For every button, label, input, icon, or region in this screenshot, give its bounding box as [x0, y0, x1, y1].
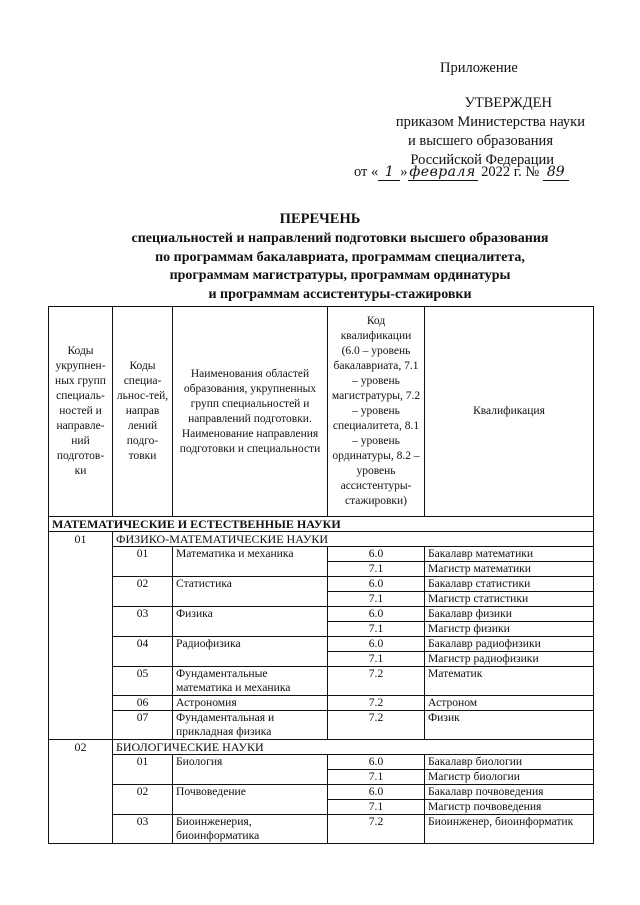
- qualification-code: 7.2: [328, 696, 425, 711]
- approved-label: УТВЕРЖДЕН: [464, 95, 552, 111]
- group-name: ФИЗИКО-МАТЕМАТИЧЕСКИЕ НАУКИ: [113, 532, 594, 547]
- qualification-name: Бакалавр почвоведения: [425, 785, 594, 800]
- table-row: [49, 815, 594, 844]
- specialty-code: 02: [113, 785, 173, 815]
- approval-line-2: и высшего образования: [408, 133, 553, 149]
- specialty-name: Биоинженерия, биоинформатика: [173, 815, 328, 844]
- qualification-name: Магистр математики: [425, 562, 594, 577]
- qualification-name: Физик: [425, 711, 594, 740]
- specialty-name: Фундаментальная и прикладная физика: [173, 711, 328, 740]
- column-header: Наименования областей образования, укрупненных групп специальностей и направлений подготовки. Наименование направления подготовки и специальности: [173, 307, 328, 517]
- table-row: [49, 607, 594, 622]
- approval-block: [330, 94, 585, 170]
- table-row: [49, 637, 594, 652]
- specialties-table: [48, 306, 594, 844]
- approval-line-1: приказом Министерства науки: [395, 114, 585, 130]
- document-subtitle: [100, 230, 580, 304]
- specialty-name: Почвоведение: [173, 785, 328, 815]
- document-title: ПЕРЕЧЕНЬ: [279, 211, 361, 227]
- qualification-code: 6.0: [328, 607, 425, 622]
- group-code: 01: [49, 532, 113, 740]
- qualification-name: Магистр статистики: [425, 592, 594, 607]
- specialty-code: 02: [113, 577, 173, 607]
- section-row: [49, 517, 594, 532]
- specialty-code: 07: [113, 711, 173, 740]
- date-mid: »: [400, 164, 408, 180]
- table-row: [49, 755, 594, 770]
- qualification-code: 7.2: [328, 667, 425, 696]
- qualification-code: 7.1: [328, 770, 425, 785]
- qualification-code: 7.1: [328, 800, 425, 815]
- specialty-name: Математика и механика: [173, 547, 328, 577]
- specialty-code: 05: [113, 667, 173, 696]
- specialty-code: 03: [113, 607, 173, 637]
- qualification-code: 6.0: [328, 637, 425, 652]
- group-code: 02: [49, 740, 113, 844]
- qualification-name: Бакалавр биологии: [425, 755, 594, 770]
- qualification-name: Магистр биологии: [425, 770, 594, 785]
- date-year: 2022 г. №: [481, 164, 540, 180]
- qualification-code: 6.0: [328, 547, 425, 562]
- qualification-code: 6.0: [328, 577, 425, 592]
- group-name: БИОЛОГИЧЕСКИЕ НАУКИ: [113, 740, 594, 755]
- table-row: [49, 711, 594, 740]
- qualification-name: Биоинженер, биоинформатик: [425, 815, 594, 844]
- qualification-name: Бакалавр статистики: [425, 577, 594, 592]
- qualification-name: Бакалавр физики: [425, 607, 594, 622]
- order-number: 89: [543, 165, 569, 181]
- column-header: Коды специа-льнос-тей, направ лений подго-товки: [113, 307, 173, 517]
- specialty-name: Биология: [173, 755, 328, 785]
- subtitle-line: программам магистратуры, программам ординатуры: [169, 268, 511, 283]
- qualification-name: Математик: [425, 667, 594, 696]
- table-body: [49, 517, 594, 844]
- group-row: [49, 532, 594, 547]
- qualification-code: 7.1: [328, 652, 425, 667]
- date-day: 1: [378, 165, 400, 181]
- qualification-code: 7.2: [328, 711, 425, 740]
- order-date-line: [354, 164, 569, 181]
- specialty-name: Статистика: [173, 577, 328, 607]
- qualification-name: Магистр физики: [425, 622, 594, 637]
- group-row: [49, 740, 594, 755]
- specialty-code: 04: [113, 637, 173, 667]
- qualification-name: Магистр радиофизики: [425, 652, 594, 667]
- qualification-name: Бакалавр радиофизики: [425, 637, 594, 652]
- specialty-name: Астрономия: [173, 696, 328, 711]
- qualification-name: Магистр почвоведения: [425, 800, 594, 815]
- qualification-code: 7.1: [328, 592, 425, 607]
- qualification-name: Бакалавр математики: [425, 547, 594, 562]
- qualification-code: 7.1: [328, 562, 425, 577]
- table-row: [49, 667, 594, 696]
- specialty-code: 01: [113, 755, 173, 785]
- table-row: [49, 696, 594, 711]
- table-row: [49, 547, 594, 562]
- table-header-row: [49, 307, 594, 517]
- column-header: Код квалификации (6.0 – уровень бакалавриата, 7.1 – уровень магистратуры, 7.2 – уровень специалитета, 8.1 – уровень ординатуры, 8.2 – уровень ассистентуры-стажировки): [328, 307, 425, 517]
- subtitle-line: специальностей и направлений подготовки высшего образования: [131, 231, 549, 246]
- table-row: [49, 577, 594, 592]
- specialty-code: 03: [113, 815, 173, 844]
- table-row: [49, 785, 594, 800]
- qualification-code: 6.0: [328, 755, 425, 770]
- subtitle-line: и программам ассистентуры-стажировки: [208, 286, 472, 302]
- specialty-name: Фундаментальные математика и механика: [173, 667, 328, 696]
- qualification-code: 7.1: [328, 622, 425, 637]
- specialty-code: 06: [113, 696, 173, 711]
- column-header: Коды укрупнен-ных групп специаль-ностей и направле-ний подготов-ки: [49, 307, 113, 517]
- qualification-name: Астроном: [425, 696, 594, 711]
- appendix-label: Приложение: [440, 60, 518, 76]
- specialty-name: Радиофизика: [173, 637, 328, 667]
- subtitle-line: по программам бакалавриата, программам специалитета,: [155, 249, 525, 265]
- qualification-code: 6.0: [328, 785, 425, 800]
- qualification-code: 7.2: [328, 815, 425, 844]
- approval-line-3: Российской Федерации: [410, 152, 554, 168]
- column-header: Квалификация: [425, 307, 594, 517]
- section-title: МАТЕМАТИЧЕСКИЕ И ЕСТЕСТВЕННЫЕ НАУКИ: [49, 517, 594, 532]
- date-prefix: от «: [354, 164, 379, 180]
- specialty-code: 01: [113, 547, 173, 577]
- specialty-name: Физика: [173, 607, 328, 637]
- date-month: февраля: [409, 164, 476, 180]
